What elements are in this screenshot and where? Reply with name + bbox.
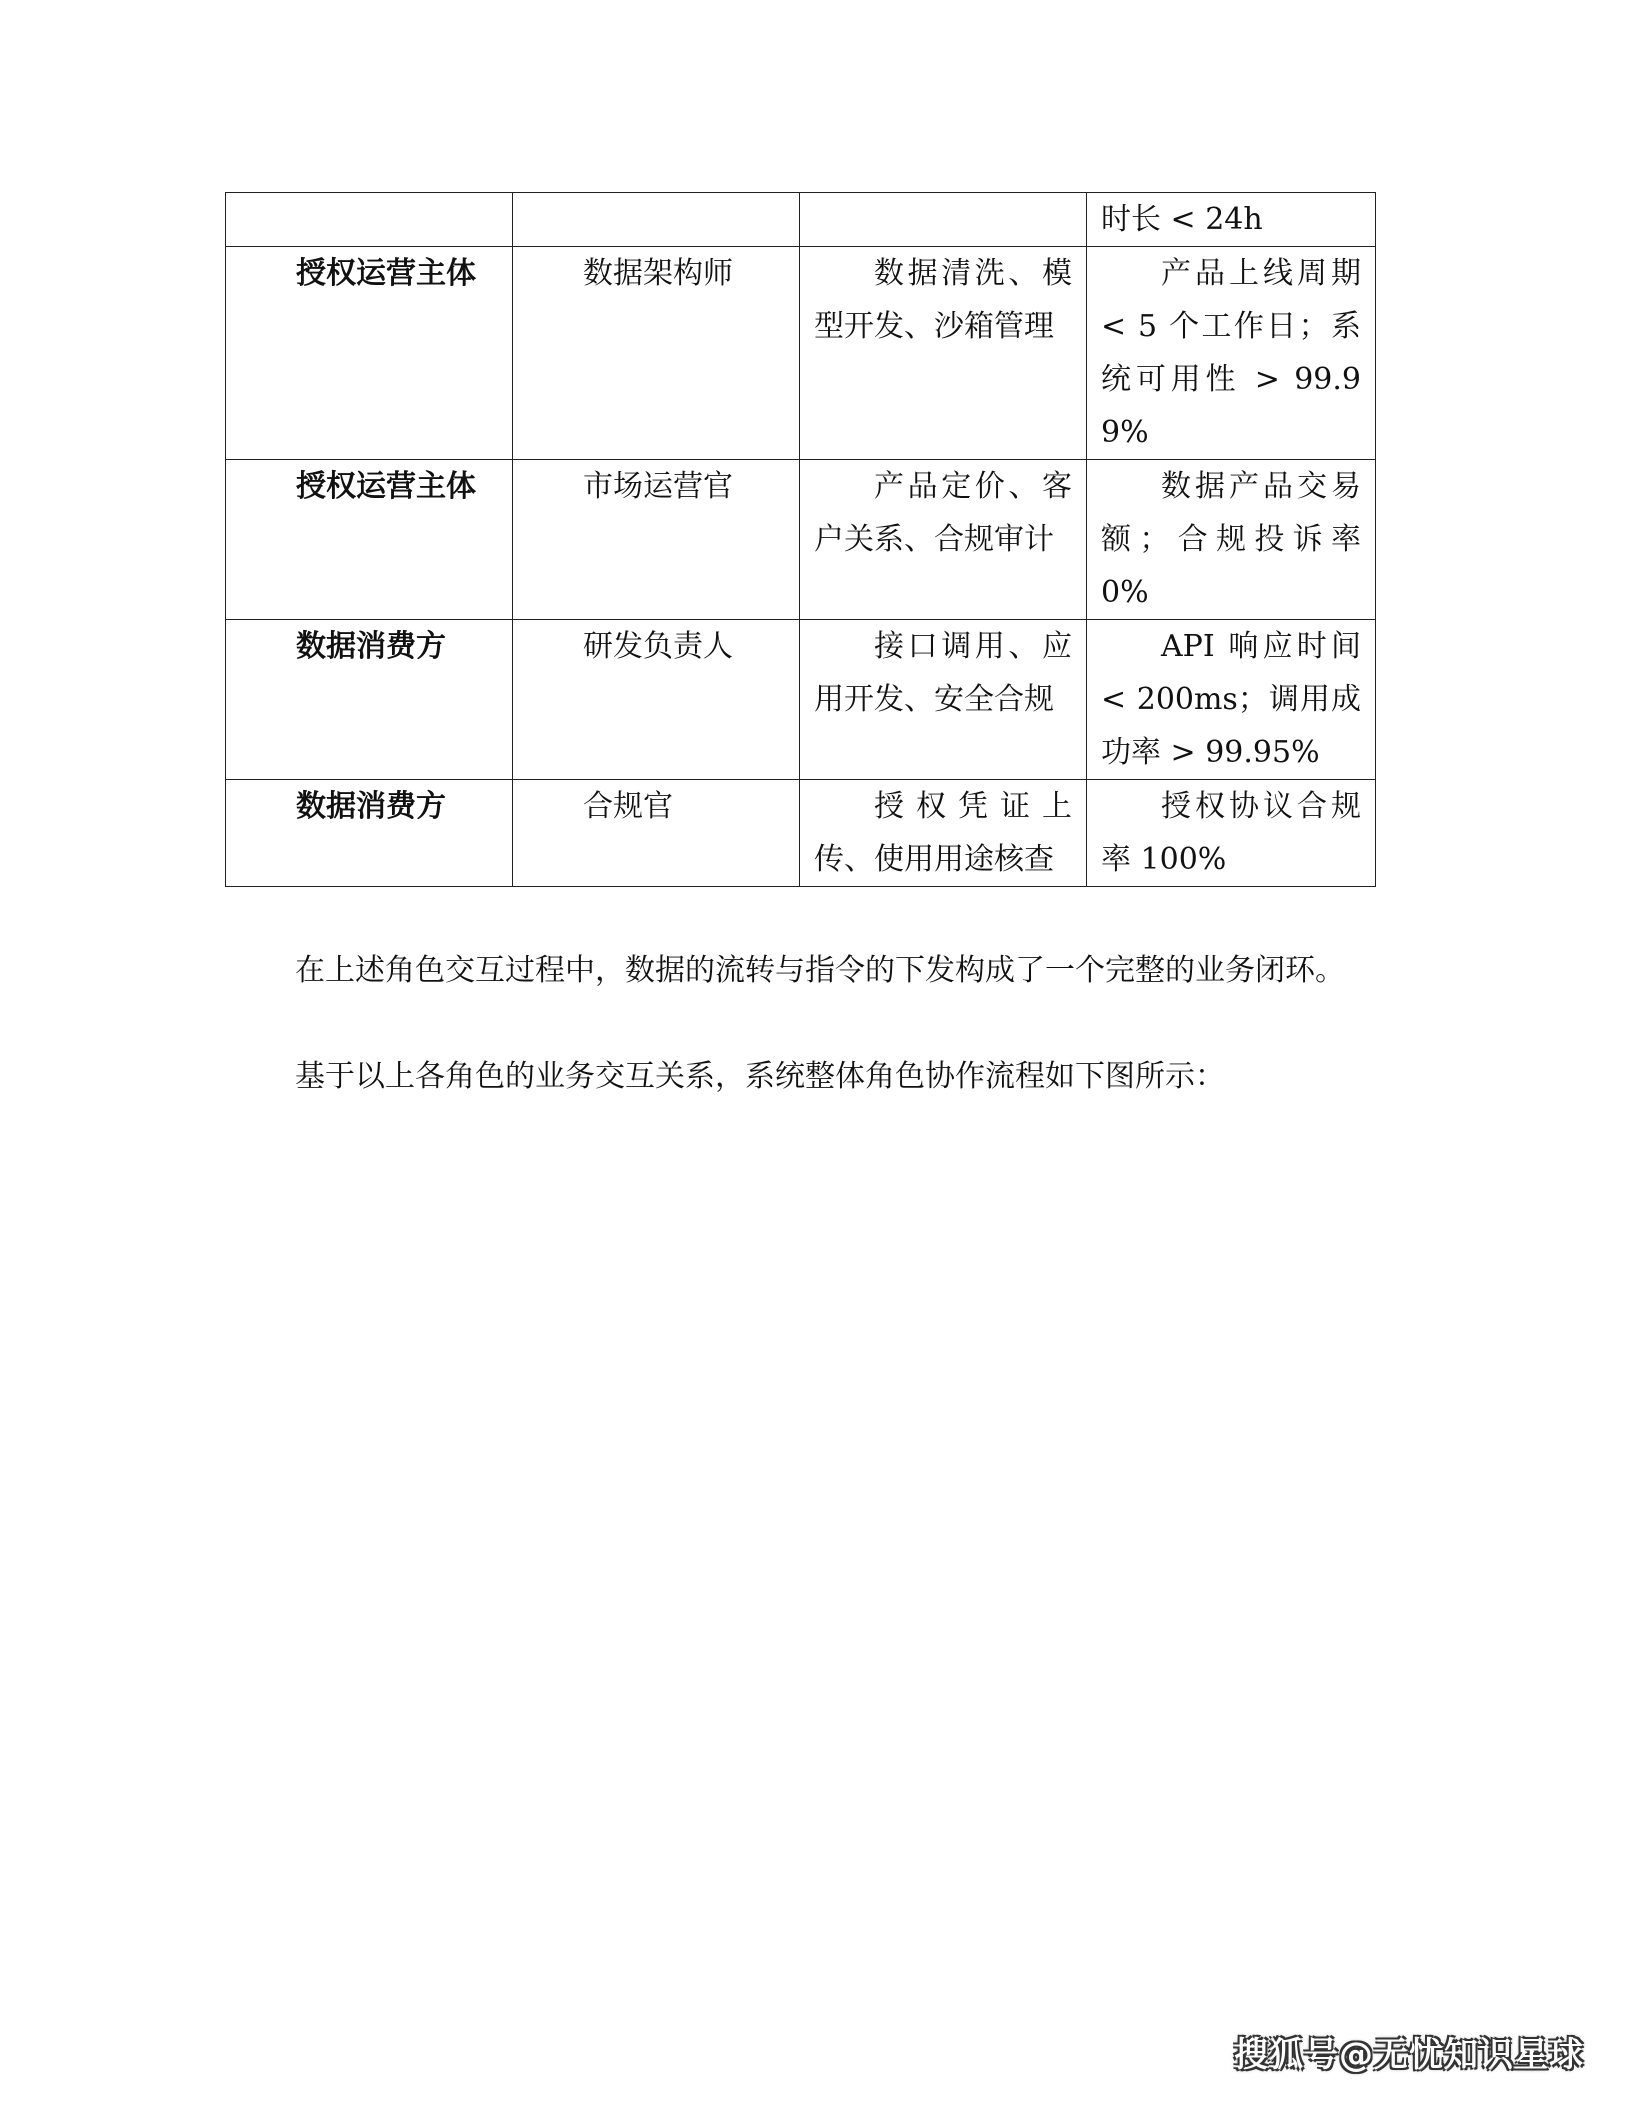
table-cell-role: 研发负责人	[513, 620, 800, 780]
table-row	[226, 247, 1376, 460]
table-cell-duty	[800, 193, 1087, 247]
role-table	[225, 192, 1376, 887]
table-cell-duty: 授权凭证上传、使用用途核查	[800, 780, 1087, 887]
table-cell-metric: 授权协议合规率 100%	[1087, 780, 1376, 887]
table-cell-entity	[226, 193, 513, 247]
body-paragraph: 在上述角色交互过程中，数据的流转与指令的下发构成了一个完整的业务闭环。	[295, 953, 1345, 988]
table-cell-entity: 数据消费方	[226, 620, 513, 780]
table-cell-metric: API 响应时间 < 200ms；调用成功率 > 99.95%	[1087, 620, 1376, 780]
table-cell-role: 数据架构师	[513, 247, 800, 460]
table-row	[226, 620, 1376, 780]
table-row	[226, 460, 1376, 620]
table-cell-entity: 授权运营主体	[226, 247, 513, 460]
table-cell-entity: 数据消费方	[226, 780, 513, 887]
table-cell-role: 合规官	[513, 780, 800, 887]
table-cell-metric: 产品上线周期 < 5 个工作日；系统可用性 > 99.99%	[1087, 247, 1376, 460]
table-cell-duty: 接口调用、应用开发、安全合规	[800, 620, 1087, 780]
table-row	[226, 780, 1376, 887]
table-cell-metric: 时长 < 24h	[1087, 193, 1376, 247]
table-cell-role	[513, 193, 800, 247]
table-cell-duty: 产品定价、客户关系、合规审计	[800, 460, 1087, 620]
body-paragraph: 基于以上各角色的业务交互关系，系统整体角色协作流程如下图所示：	[295, 1059, 1225, 1094]
table-cell-role: 市场运营官	[513, 460, 800, 620]
table-cell-metric: 数据产品交易额；合规投诉率 0%	[1087, 460, 1376, 620]
watermark: 搜狐号@无忧知识星球	[1234, 2035, 1584, 2075]
table-cell-entity: 授权运营主体	[226, 460, 513, 620]
table-row	[226, 193, 1376, 247]
table-cell-duty: 数据清洗、模型开发、沙箱管理	[800, 247, 1087, 460]
